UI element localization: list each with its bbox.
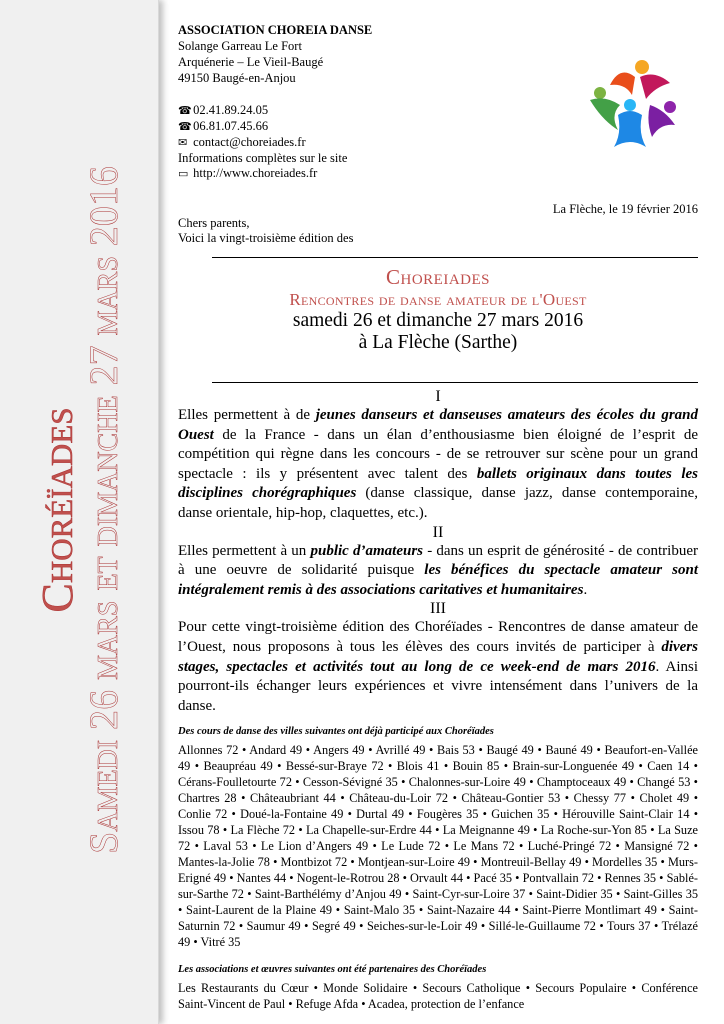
logo-figure-pink bbox=[640, 75, 670, 99]
s3-text-a: Pour cette vingt-troisième édition des Choréïades - Rencontres de danse amateur de l’Ouest, nous proposons à tous les élèves des cours invités de participer à bbox=[178, 619, 698, 655]
section-2-text bbox=[178, 542, 698, 601]
section-3-number: III bbox=[430, 600, 446, 618]
event-location: à La Flèche (Sarthe) bbox=[358, 332, 518, 353]
sidebar-band bbox=[0, 0, 159, 1024]
logo-head-blue bbox=[624, 99, 636, 111]
event-titles bbox=[178, 265, 698, 354]
vertical-title-line2: Samedi 26 mars et dimanche 27 mars 2016 bbox=[81, 166, 126, 854]
logo-figure-green bbox=[590, 98, 620, 130]
s2-emphasis-1: public d’amateurs bbox=[310, 542, 424, 559]
s2-text-c: - dans un esprit de générosité - de contribuer à une oeuvre de solidarité puisque bbox=[178, 542, 698, 579]
phone-1: 02.41.89.24.05 bbox=[193, 103, 269, 117]
partners-heading: Les associations et œuvres suivantes ont été partenaires des Choréïades bbox=[178, 963, 487, 975]
logo-figure-blue bbox=[614, 111, 646, 147]
partners-list: Les Restaurants du Cœur • Monde Solidaire • Secours Catholique • Secours Populaire • Conférence Saint-Vincent de Paul • Refuge Afda • Acadea, protection de l’enfance bbox=[178, 980, 698, 1011]
phone-icon: ☎ bbox=[178, 105, 192, 117]
info-text: Informations complètes sur le site bbox=[178, 151, 348, 165]
greeting-line1: Chers parents, bbox=[178, 216, 250, 230]
website-link[interactable]: http://www.choreiades.fr bbox=[193, 166, 318, 180]
greeting-line2: Voici la vingt-troisième édition des bbox=[178, 231, 354, 245]
event-title: Choreiades bbox=[385, 265, 490, 289]
address-line2: 49150 Baugé-en-Anjou bbox=[178, 71, 296, 85]
towns-heading: Des cours de danse des villes suivantes ont déjà participé aux Choréïades bbox=[178, 726, 494, 738]
s2-emphasis-2: les bénéfices du spectacle amateur sont intégralement remis à des associations caritatives et humanitaires bbox=[178, 562, 699, 598]
org-name: ASSOCIATION CHOREIA DANSE bbox=[178, 23, 373, 37]
letter-body bbox=[178, 388, 698, 1012]
s1-text-e: (danse classique, danse jazz, danse contemporaine, danse orientale, hip-hop, claquettes, etc.). bbox=[178, 485, 698, 521]
address-line1: Arquénerie – Le Vieil-Baugé bbox=[178, 55, 324, 69]
email-icon: ✉ bbox=[178, 137, 188, 149]
section-1-text bbox=[178, 406, 698, 524]
bottom-rule bbox=[212, 382, 698, 383]
event-dates: samedi 26 et dimanche 27 mars 2016 bbox=[292, 310, 584, 331]
logo-head-orange bbox=[635, 60, 649, 74]
s1-text-a: Elles permettent à de bbox=[178, 407, 316, 423]
s3-text-c: . Ainsi pourront-ils échanger leurs expériences et vivre intensément dans l’univers de la danse. bbox=[178, 658, 698, 714]
contact-block bbox=[178, 103, 347, 182]
section-2-number: II bbox=[432, 523, 444, 541]
event-subtitle: Rencontres de danse amateur de l'Ouest bbox=[289, 290, 587, 309]
s1-emphasis-1: jeunes danseurs et danseuses amateurs des écoles du grand Ouest bbox=[178, 407, 698, 443]
dancers-logo bbox=[580, 55, 680, 165]
logo-head-green bbox=[594, 87, 606, 99]
s2-text-a: Elles permettent à un bbox=[178, 542, 311, 559]
letter-date: La Flèche, le 19 février 2016 bbox=[552, 202, 698, 216]
greeting bbox=[178, 216, 353, 246]
email-link[interactable]: contact@choreiades.fr bbox=[193, 135, 306, 149]
s1-text-c: de la France - dans un élan d’enthousiasme bien éloigné de l’esprit de compétition qui règne dans les concours - de se retrouver sur scène pour un grand spectacle : ils y présentent avec talent des bbox=[178, 426, 698, 482]
sender-address bbox=[178, 22, 372, 86]
top-rule bbox=[212, 257, 698, 258]
phone-2: 06.81.07.45.66 bbox=[193, 119, 269, 133]
section-1-number: I bbox=[435, 388, 441, 405]
s3-emphasis-1: divers stages, spectacles et activités tout au long de ce week-end de mars 2016 bbox=[178, 638, 698, 675]
logo-figure-red bbox=[610, 73, 635, 96]
vertical-title-line1: Choréïades bbox=[33, 407, 82, 613]
s2-text-e: . bbox=[583, 581, 588, 598]
contact-name: Solange Garreau Le Fort bbox=[178, 39, 302, 53]
computer-icon: ▭ bbox=[178, 168, 189, 180]
s1-emphasis-2: ballets originaux dans toutes les disciplines chorégraphiques bbox=[178, 465, 698, 502]
section-3-text bbox=[178, 618, 698, 716]
towns-list: Allonnes 72 • Andard 49 • Angers 49 • Avrillé 49 • Bais 53 • Baugé 49 • Bauné 49 • Beaufort-en-Vallée 49 • Beaupréau 49 • Bessé-sur-Braye 72 • Blois 41 • Bouin 85 • Brain-sur-Longuenée 49 • Caen 14 • Cérans-Foulletourte 72 • Cesson-Sévigné 35 • Chalonnes-sur-Loire 49 • Champtoceaux 49 • Changé 53 • Chartres 28 • Châteaubriant 44 • Château-du-Loir 72 • Château-Gontier 53 • Chessy 77 • Cholet 49 • Conlie 72 • Doué-la-Fontaine 49 • Durtal 49 • Fougères 35 • Guichen 35 • Hérouville Saint-Clair 14 • Issou 78 • La Flèche 72 • La Chapelle-sur-Erdre 44 • La Meignanne 49 • La Roche-sur-Yon 85 • La Suze 72 • Laval 53 • Le Lion d’Angers 49 • Le Lude 72 • Le Mans 72 • Luché-Pringé 72 • Mansigné 72 • Mantes-la-Jolie 78 • Montbizot 72 • Montjean-sur-Loire 49 • Montreuil-Bellay 49 • Mordelles 35 • Murs-Erigné 49 • Nantes 44 • Nogent-le-Rotrou 28 • Orvault 44 • Pacé 35 • Pontvallain 72 • Rennes 35 • Sablé-sur-Sarthe 72 • Saint-Barthélémy d’Anjou 49 • Saint-Cyr-sur-Loire 37 • Saint-Didier 35 • Saint-Gilles 35 • Saint-Laurent de la Plaine 49 • Saint-Malo 35 • Saint-Nazaire 44 • Saint-Pierre Montlimart 49 • Saint-Saturnin 72 • Saumur 49 • Segré 49 • Seiches-sur-le-Loir 49 • Sillé-le-Guillaume 72 • Tours 37 • Trélazé 49 • Vitré 35 bbox=[178, 742, 698, 949]
logo-head-purple bbox=[664, 101, 676, 113]
phone-icon: ☎ bbox=[178, 121, 192, 133]
vertical-event-title bbox=[33, 60, 126, 960]
